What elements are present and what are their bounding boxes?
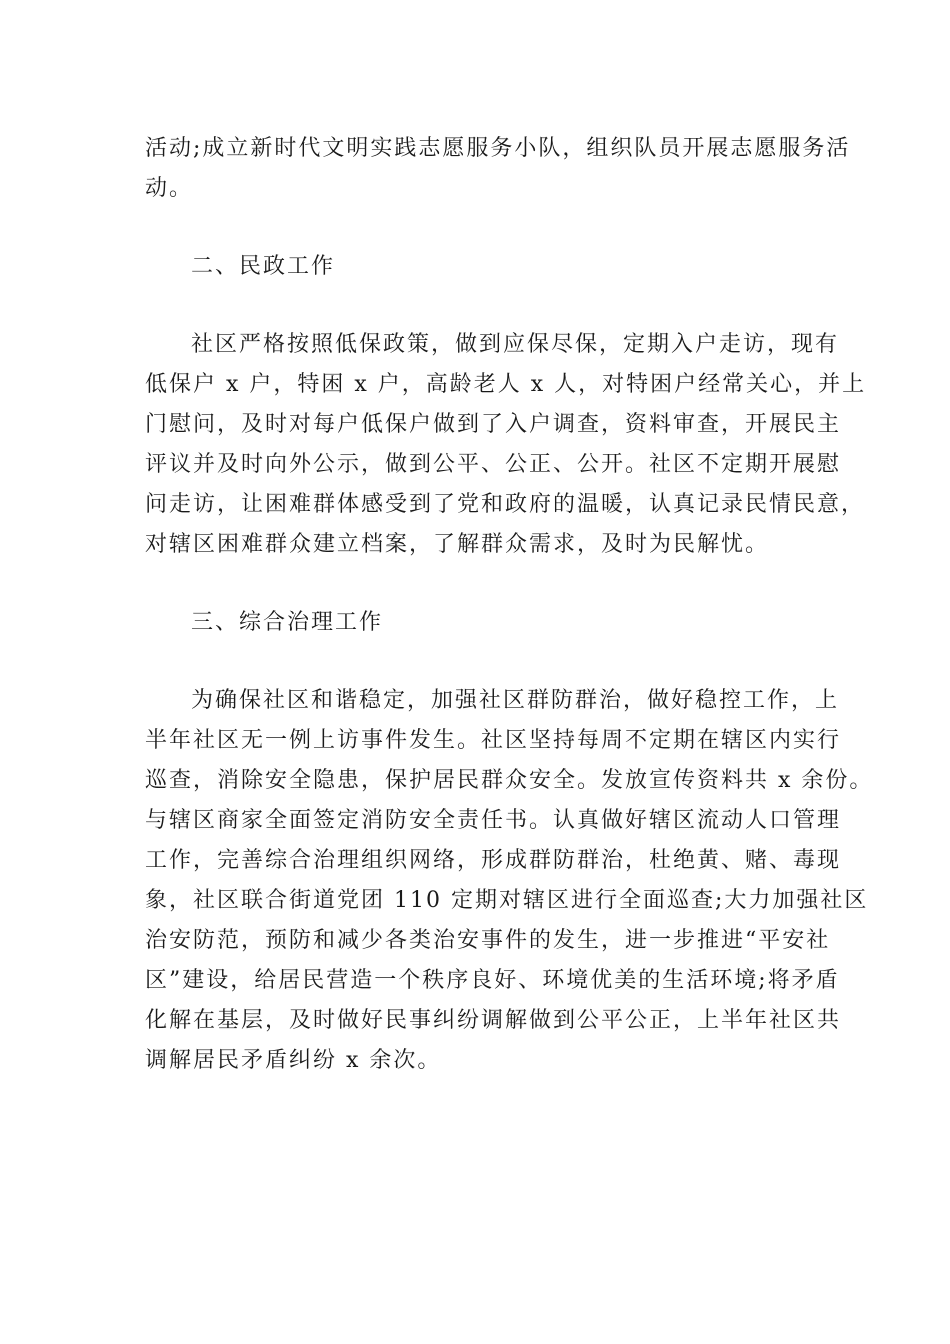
- text-line: 门慰问，及时对每户低保户做到了入户调查，资料审查，开展民主: [145, 412, 842, 437]
- text-line: 区”建设，给居民营造一个秩序良好、环境优美的生活环境;将矛盾: [145, 968, 840, 993]
- text-line: 问走访，让困难群体感受到了党和政府的温暖，认真记录民情民意，: [145, 492, 866, 517]
- paragraph-civil-affairs: [145, 325, 867, 565]
- text-line: 化解在基层，及时做好民事纠纷调解做到公平公正，上半年社区共: [145, 1008, 842, 1033]
- text-line: 工作，完善综合治理组织网络，形成群防群治，杜绝黄、赌、毒现: [145, 848, 842, 873]
- text-line: 动。: [145, 176, 194, 201]
- text-line: 低保户 x 户，特困 x 户，高龄老人 x 人，对特困户经常关心，并上: [145, 372, 867, 397]
- text-line: 社区严格按照低保政策，做到应保尽保，定期入户走访，现有: [191, 332, 840, 357]
- paragraph-comprehensive-governance: [145, 681, 874, 1081]
- text-line: 与辖区商家全面签定消防安全责任书。认真做好辖区流动人口管理: [145, 808, 842, 833]
- text-line: 巡查，消除安全隐患，保护居民群众安全。发放宣传资料共 x 余份。: [145, 768, 874, 793]
- paragraph-volunteer-activities: [145, 129, 851, 209]
- text-line: 活动;成立新时代文明实践志愿服务小队，组织队员开展志愿服务活: [145, 136, 851, 161]
- text-line: 调解居民矛盾纠纷 x 余次。: [145, 1048, 442, 1073]
- document-body: [145, 129, 874, 1119]
- section-heading-civil-affairs: 二、民政工作: [191, 254, 336, 279]
- text-line: 为确保社区和谐稳定，加强社区群防群治，做好稳控工作，上: [191, 688, 840, 713]
- text-line: 象，社区联合街道党团 110 定期对辖区进行全面巡查;大力加强社区: [145, 888, 869, 913]
- text-line: 对辖区困难群众建立档案，了解群众需求，及时为民解忧。: [145, 532, 770, 557]
- section-heading-comprehensive-governance: 三、综合治理工作: [191, 610, 384, 635]
- text-line: 评议并及时向外公示，做到公平、公正、公开。社区不定期开展慰: [145, 452, 842, 477]
- text-line: 半年社区无一例上访事件发生。社区坚持每周不定期在辖区内实行: [145, 728, 842, 753]
- text-line: 治安防范，预防和减少各类治安事件的发生，进一步推进“平安社: [145, 928, 831, 953]
